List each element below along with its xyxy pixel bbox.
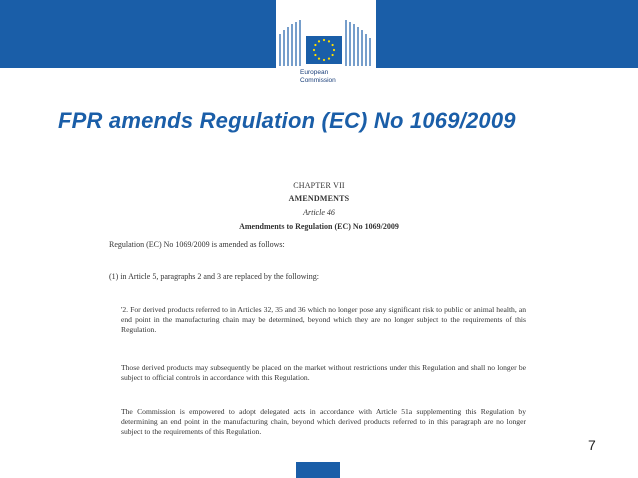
item-1-text: (1) in Article 5, paragraphs 2 and 3 are replaced by the following: (109, 272, 319, 281)
slide-title: FPR amends Regulation (EC) No 1069/2009 (58, 108, 516, 133)
paragraph-3: The Commission is empowered to adopt delegated acts in accordance with Article 51a supplementing this Regulation by determining an end point in the manufacturing chain, beyond which derived products referred to in this paragraph are no longer subject to the requirements of this Regulation. (121, 407, 526, 436)
paragraph-1: '2. For derived products referred to in Articles 32, 35 and 36 which no longer pose any significant risk to public or animal health, an end point in the manufacturing chain may be determined, beyond which they are no longer subject to the requirements of this Regulation. (121, 305, 526, 334)
logo-line-commission: Commission (300, 77, 336, 84)
intro-text: Regulation (EC) No 1069/2009 is amended as follows: (109, 240, 285, 249)
article-label: Article 46 (303, 208, 335, 217)
berlaymont-building-icon (276, 0, 376, 70)
footer-flag-bar (296, 462, 340, 478)
paragraph-2: Those derived products may subsequently be placed on the market without restrictions under this Regulation and shall no longer be subject to official controls in accordance with this Regulation. (121, 363, 526, 382)
logo-text (300, 69, 370, 85)
logo-line-european: European (300, 69, 329, 76)
chapter-label: CHAPTER VII (293, 181, 345, 190)
section-label: AMENDMENTS (288, 194, 350, 203)
article-heading: Amendments to Regulation (EC) No 1069/2009 (239, 222, 399, 231)
page-number: 7 (588, 437, 596, 453)
